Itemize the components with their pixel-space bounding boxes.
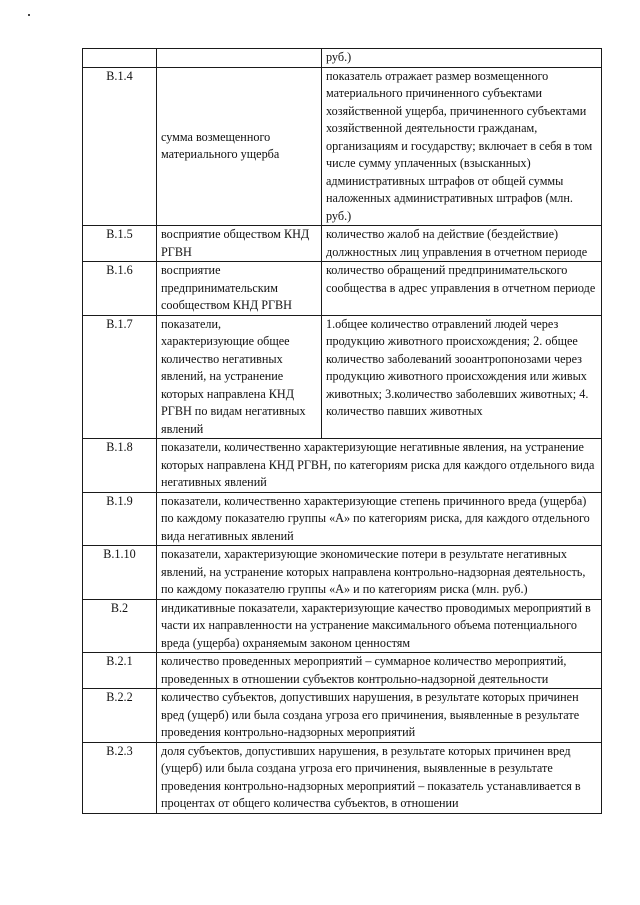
table-row <box>83 599 602 653</box>
name-cell: показатели, характеризующие общее количество негативных явлений, на устранение которых направлена КНД РГВН по видам негативных явлений <box>157 315 322 439</box>
desc-cell: количество обращений предпринимательского сообщества в адрес управления в отчетном периоде <box>322 262 602 316</box>
code-cell: В.1.7 <box>83 315 157 439</box>
indicator-table <box>82 48 602 814</box>
desc-cell: руб.) <box>322 49 602 68</box>
table-row <box>83 315 602 439</box>
desc-cell: индикативные показатели, характеризующие качество проводимых мероприятий в части их направленности на устранение максимального объема потенциального вреда (ущерба) охраняемым законом ценностям <box>157 599 602 653</box>
code-cell <box>83 49 157 68</box>
code-cell: В.2 <box>83 599 157 653</box>
code-cell: В.1.5 <box>83 226 157 262</box>
code-cell: В.1.4 <box>83 67 157 226</box>
code-cell: В.1.6 <box>83 262 157 316</box>
desc-cell: показатели, количественно характеризующие степень причинного вреда (ущерба) по каждому показателю группы «А» по категориям риска, для каждого отдельного вида негативных явлений <box>157 492 602 546</box>
code-cell: В.2.3 <box>83 742 157 813</box>
name-cell: восприятие обществом КНД РГВН <box>157 226 322 262</box>
name-cell <box>157 49 322 68</box>
name-cell: восприятие предпринимательским сообществом КНД РГВН <box>157 262 322 316</box>
name-cell: сумма возмещенного материального ущерба <box>157 67 322 226</box>
table-row <box>83 439 602 493</box>
table-row <box>83 49 602 68</box>
desc-cell: показатель отражает размер возмещенного материального причиненного субъектами хозяйственной ущерба, причиненного субъектами хозяйственной деятельности гражданам, организациям и государству; включает в себя в том числе сумму уплаченных (взысканных) административных штрафов от общей суммы наложенных административных штрафов (млн. руб.) <box>322 67 602 226</box>
code-cell: В.1.8 <box>83 439 157 493</box>
desc-cell: показатели, количественно характеризующие негативные явления, на устранение которых направлена КНД РГВН, по категориям риска для каждого отдельного вида негативных явлений <box>157 439 602 493</box>
table-row <box>83 262 602 316</box>
code-cell: В.1.10 <box>83 546 157 600</box>
table-row <box>83 67 602 226</box>
table-row <box>83 742 602 813</box>
desc-cell: количество проведенных мероприятий – суммарное количество мероприятий, проведенных в отношении субъектов контрольно-надзорной деятельности <box>157 653 602 689</box>
table-row <box>83 226 602 262</box>
table-row <box>83 546 602 600</box>
desc-cell: 1.общее количество отравлений людей через продукцию животного происхождения; 2. общее количество заболеваний зооантропонозами через продукцию животного происхождения или живых животных; 3.количество заболевших животных; 4. количество павших животных <box>322 315 602 439</box>
code-cell: В.1.9 <box>83 492 157 546</box>
code-cell: В.2.2 <box>83 689 157 743</box>
desc-cell: показатели, характеризующие экономические потери в результате негативных явлений, на устранение которых направлена контрольно-надзорная деятельность, по каждому показателю группы «А» и по категориям риска (млн. руб.) <box>157 546 602 600</box>
table-row <box>83 492 602 546</box>
desc-cell: доля субъектов, допустивших нарушения, в результате которых причинен вред (ущерб) или была создана угроза его причинения, выявленные в результате проведения контрольно-надзорных мероприятий – показатель устанавливается в процентах от общего количества субъектов, в отношении <box>157 742 602 813</box>
table-row <box>83 653 602 689</box>
desc-cell: количество субъектов, допустивших нарушения, в результате которых причинен вред (ущерб) или была создана угроза его причинения, выявленные в результате проведения контрольно-надзорных мероприятий <box>157 689 602 743</box>
table-row <box>83 689 602 743</box>
scan-speck <box>28 14 30 16</box>
desc-cell: количество жалоб на действие (бездействие) должностных лиц управления в отчетном периоде <box>322 226 602 262</box>
code-cell: В.2.1 <box>83 653 157 689</box>
